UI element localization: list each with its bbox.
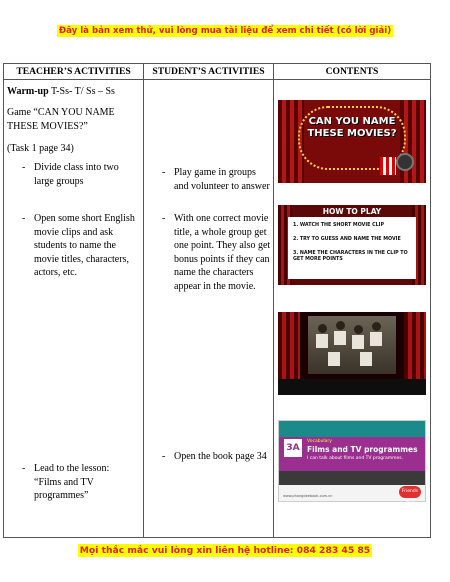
- figure: [316, 334, 328, 348]
- teacher-bullet-1: Divide class into two large groups: [34, 162, 119, 187]
- figure: [334, 331, 346, 345]
- rule-step-3: 3. NAME THE CHARACTERS IN THE CLIP TO GET MORE POINTS: [293, 251, 408, 262]
- popcorn-icon: [380, 157, 396, 175]
- figure: [352, 335, 364, 349]
- figure: [354, 325, 363, 334]
- figure: [318, 324, 327, 333]
- student-bullet-1: Play game in groups and volunteer to answer: [174, 167, 270, 192]
- student-cell: [144, 80, 274, 538]
- preview-banner-text: Đây là bản xem thử, vui lòng mua tài liệu để xem chi tiết (có lời giải): [58, 26, 392, 36]
- stage-floor: [278, 379, 426, 395]
- slide-textbook-page: [278, 420, 426, 506]
- bullet-dash: -: [162, 167, 166, 178]
- warmup-mode: T-Ss- T/ Ss – Ss: [48, 86, 115, 97]
- warmup-label: Warm-up: [7, 86, 49, 97]
- unit-title: Films and TV programmes: [307, 445, 418, 454]
- figure: [360, 352, 372, 366]
- preview-banner: [0, 26, 450, 36]
- table-row: [4, 80, 431, 538]
- vocabulary-label: Vocabulary: [307, 439, 332, 444]
- bullet-dash: -: [22, 463, 26, 474]
- slide2-heading: HOW TO PLAY: [322, 207, 382, 216]
- slide-how-to-play: [278, 205, 426, 285]
- bullet-dash: -: [162, 213, 166, 224]
- teacher-cell: [4, 80, 144, 538]
- lesson-plan-table: [3, 63, 431, 538]
- student-bullet-3: Open the book page 34: [174, 451, 267, 462]
- game-title: Game “CAN YOU NAME THESE MOVIES?”: [7, 107, 115, 132]
- figure: [370, 332, 382, 346]
- footer-url: www.phongdeebook.com.vn: [283, 494, 333, 498]
- figure: [336, 321, 345, 330]
- can-do-statement: I can talk about films and TV programmes.: [307, 456, 404, 461]
- friends-plus-logo: Friends Plus: [399, 486, 421, 498]
- bullet-dash: -: [162, 451, 166, 462]
- figure: [328, 352, 340, 366]
- warmup-line: [7, 85, 141, 99]
- textbook-header-band: [279, 421, 425, 437]
- student-bullet-2: With one correct movie title, a whole group get one point. They also get bonus points if they can name the characters appear in the movie.: [174, 213, 271, 292]
- table-header-row: [4, 64, 431, 80]
- hotline-banner: [0, 545, 450, 556]
- teacher-bullet-3: Lead to the lesson: “Films and TV programmes”: [34, 463, 110, 501]
- header-teacher: TEACHER’S ACTIVITIES: [4, 64, 144, 80]
- photo-strip: [279, 471, 425, 485]
- contents-cell: [274, 80, 431, 538]
- slide-movie-clip: [278, 312, 426, 395]
- rule-step-2: 2. TRY TO GUESS AND NAME THE MOVIE: [293, 237, 401, 242]
- hotline-text: Mọi thắc mắc vui lòng xin liên hệ hotline: 084 283 45 85: [79, 545, 371, 556]
- slide1-title: CAN YOU NAME THESE MOVIES?: [307, 116, 397, 139]
- film-reel-icon: [396, 153, 414, 171]
- slide-can-you-name-these-movies: [278, 100, 426, 183]
- task-ref: (Task 1 page 34): [7, 143, 74, 154]
- movie-still: [308, 316, 396, 374]
- header-contents: CONTENTS: [274, 64, 431, 80]
- bullet-dash: -: [22, 213, 26, 224]
- teacher-bullet-2: Open some short English movie clips and ask students to name the movie titles, characters, actors, etc.: [34, 213, 135, 278]
- rule-step-1: 1. WATCH THE SHORT MOVIE CLIP: [293, 223, 384, 228]
- bullet-dash: -: [22, 162, 26, 173]
- unit-badge: 3A: [284, 439, 302, 457]
- header-student: STUDENT’S ACTIVITIES: [144, 64, 274, 80]
- rules-panel: [288, 217, 416, 279]
- figure: [372, 322, 381, 331]
